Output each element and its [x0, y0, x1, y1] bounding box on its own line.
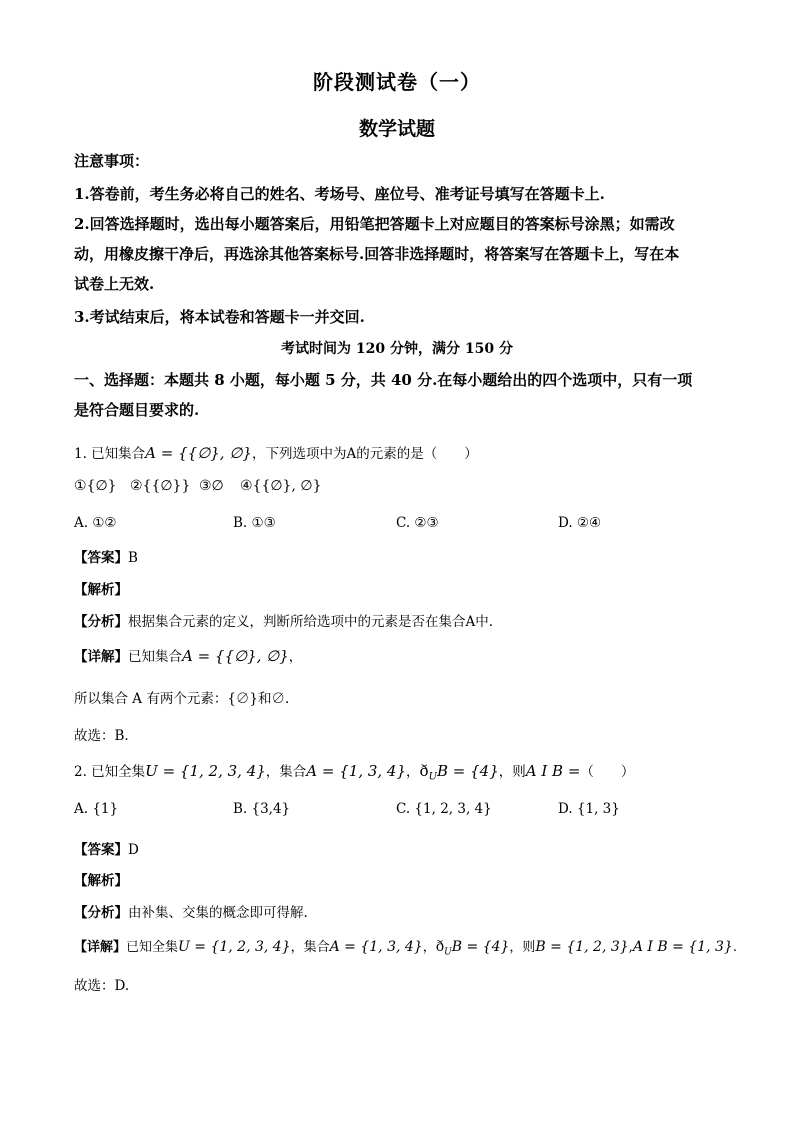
q1-fenxi — [74, 610, 493, 630]
q2-detail-end: . — [732, 940, 737, 955]
q2-analysis-tag: 【解析】 — [74, 873, 128, 889]
q2-stem-prefix: 2. 已知全集 — [74, 764, 146, 780]
q1-stem-suffix: ，下列选项中为A的元素的是（ ） — [251, 446, 478, 462]
q2-complement-b: B = {4} — [437, 762, 499, 780]
q2-detail-intersection: A I B = {1, 3} — [632, 939, 733, 955]
q2-complement-subscript: U — [428, 771, 437, 783]
section-1-line-2: 是符合题目要求的. — [74, 401, 200, 419]
q2-complement-symbol: ð — [419, 762, 429, 780]
q2-detail-prefix: 已知全集 — [126, 940, 179, 955]
q1-item-4: ④{{∅}, ∅} — [240, 478, 322, 494]
q1-option-a: A. ①② — [74, 515, 117, 531]
q1-option-b: B. ①③ — [233, 515, 276, 531]
q2-answer-tag: 【答案】 — [74, 842, 128, 858]
q1-detail — [74, 645, 302, 665]
q2-stem-suffix: （ ） — [580, 764, 635, 780]
q1-stem-prefix: 1. 已知集合 — [74, 446, 146, 462]
q2-detail-mid-2: ， — [422, 940, 436, 955]
q2-stem-mid-2: ， — [406, 764, 420, 780]
q1-answer — [74, 546, 138, 566]
q1-analysis-tag: 【解析】 — [74, 582, 128, 598]
q2-fenxi-tag: 【分析】 — [74, 905, 128, 921]
notice-heading: 注意事项： — [74, 152, 150, 170]
q1-option-d: D. ②④ — [558, 515, 602, 531]
q2-option-a: A. {1} — [74, 801, 119, 817]
q2-detail-complement-subscript: U — [444, 947, 452, 958]
q2-detail-set-a: A = {1, 3, 4} — [329, 939, 423, 955]
q2-detail-tag: 【详解】 — [74, 940, 127, 955]
q2-detail-universal-set: U = {1, 2, 3, 4} — [178, 939, 291, 955]
q1-detail-tag: 【详解】 — [74, 649, 128, 665]
notice-item-2-line-1: 2.回答选择题时，选出每小题答案后，用铅笔把答题卡上对应题目的答案标号涂黑；如需改 — [74, 215, 675, 233]
q1-detail-prefix: 已知集合 — [128, 649, 182, 665]
notice-item-3: 3.考试结束后，将本试卷和答题卡一并交回. — [74, 308, 365, 326]
q2-stem — [74, 760, 634, 783]
q2-universal-set: U = {1, 2, 3, 4} — [145, 762, 266, 780]
q2-option-d: D. {1, 3} — [558, 801, 620, 817]
q2-choose: 故选：D. — [74, 978, 130, 994]
q1-set-expression: A = {{∅}, ∅} — [145, 444, 252, 462]
q2-option-c: C. {1, 2, 3, 4} — [396, 801, 492, 817]
q2-fenxi — [74, 901, 308, 921]
q2-detail-complement-symbol: ð — [435, 939, 445, 955]
q1-option-c: C. ②③ — [396, 515, 439, 531]
q1-item-1: ①{∅} — [74, 478, 117, 494]
q2-answer-value: D — [128, 842, 139, 858]
q1-choose: 故选：B. — [74, 728, 129, 744]
notice-item-1: 1.答卷前，考生务必将自己的姓名、考场号、座位号、准考证号填写在答题卡上. — [74, 185, 605, 203]
q2-option-b: B. {3,4} — [233, 801, 291, 817]
q1-detail-set: A = {{∅}, ∅} — [182, 647, 289, 665]
q1-answer-tag: 【答案】 — [74, 550, 128, 566]
q1-item-2: ②{{∅}} — [130, 478, 191, 494]
q2-detail-set-b: B = {1, 2, 3} — [535, 939, 629, 955]
q2-detail — [74, 936, 737, 958]
q2-answer — [74, 838, 139, 858]
q1-stem — [74, 442, 478, 462]
q2-stem-mid-1: ，集合 — [265, 764, 307, 780]
q2-set-a: A = {1, 3, 4} — [306, 762, 407, 780]
notice-item-2-line-3: 试卷上无效. — [74, 275, 155, 293]
notice-item-2-line-2: 动，用橡皮擦干净后，再选涂其他答案标号.回答非选择题时，将答案写在答题卡上，写在本 — [74, 245, 680, 263]
q1-conclusion: 所以集合 A 有两个元素：{∅}和∅. — [74, 691, 290, 707]
q2-intersection: A I B = — [525, 762, 581, 780]
q1-fenxi-text: 根据集合元素的定义，判断所给选项中的元素是否在集合A中. — [128, 614, 494, 630]
q1-answer-value: B — [128, 550, 138, 566]
q1-fenxi-tag: 【分析】 — [74, 614, 128, 630]
page-title: 阶段测试卷（一） — [313, 70, 481, 94]
q2-detail-mid-4: , — [628, 940, 633, 955]
q2-detail-mid-1: ，集合 — [290, 940, 330, 955]
q1-item-3: ③∅ — [199, 478, 224, 494]
page-subtitle: 数学试题 — [358, 118, 435, 140]
q2-detail-mid-3: ，则 — [509, 940, 536, 955]
q2-stem-mid-3: ，则 — [498, 764, 526, 780]
q2-fenxi-text: 由补集、交集的概念即可得解. — [128, 905, 308, 921]
exam-info: 考试时间为 120 分钟，满分 150 分 — [281, 341, 513, 357]
q1-detail-suffix: ， — [288, 649, 303, 665]
q2-detail-complement-b: B = {4} — [451, 939, 510, 955]
section-1-line-1: 一、选择题：本题共 8 小题，每小题 5 分，共 40 分.在每小题给出的四个选项中，只有一项 — [74, 371, 693, 389]
